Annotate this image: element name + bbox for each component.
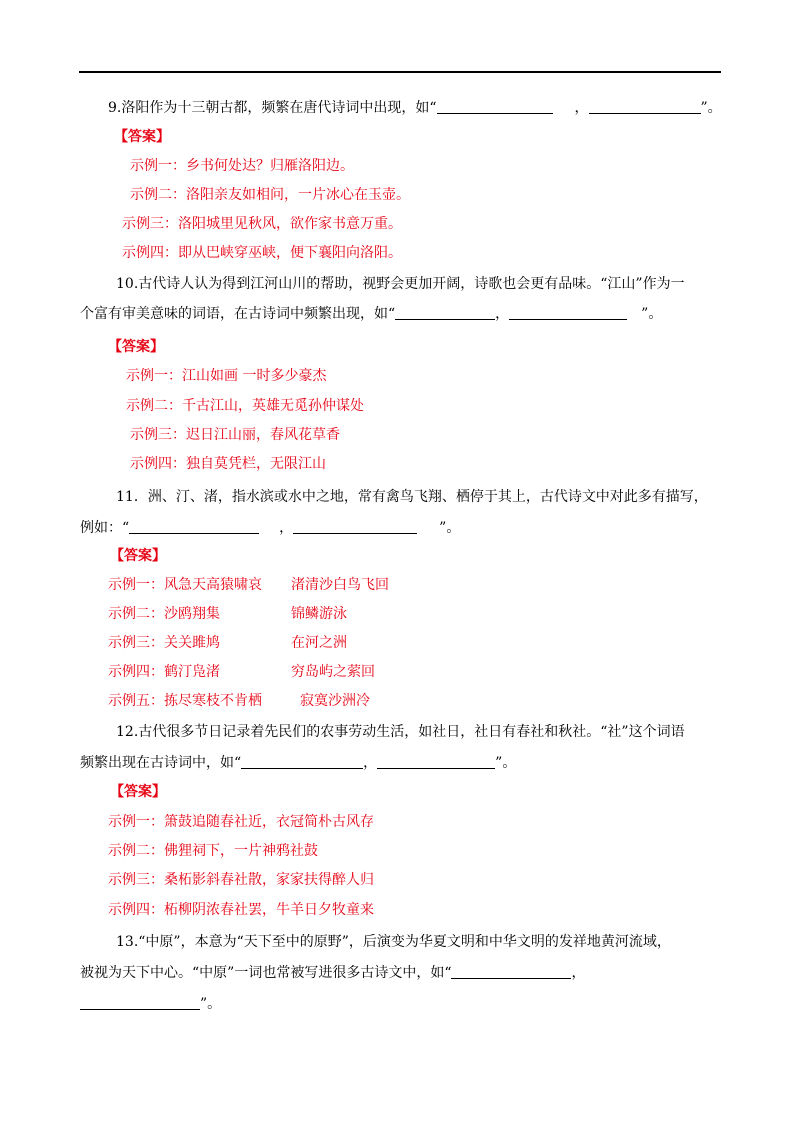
answer-label: 【答案】 [110,548,166,564]
question-11-line-2: 例如：“ ， ”。 [80,520,461,536]
answer-example: 示例四：独自莫凭栏，无限江山 [130,456,326,472]
answer-example: 示例二：千古江山，英雄无觅孙仲谋处 [126,398,364,414]
answer-example: 示例三：洛阳城里见秋风，欲作家书意万重。 [122,216,402,232]
question-9: 9.洛阳作为十三朝古都，频繁在唐代诗词中出现，如“ ， ”。 [108,100,722,116]
question-12-line-2: 频繁出现在古诗词中，如“ ， ”。 [80,755,517,771]
question-13-line-2: 被视为天下中心。“中原”一词也常被写进很多古诗文中，如“ ， [80,965,586,981]
header-rule [79,71,721,73]
blank-field[interactable] [451,964,571,979]
answer-example: 示例四：鹤汀凫渚 穷岛屿之萦回 [108,664,375,680]
answer-example: 示例三：关关雎鸠 在河之洲 [108,635,347,651]
answer-example: 示例一：江山如画 一时多少豪杰 [126,368,327,384]
answer-example: 示例二：洛阳亲友如相问，一片冰心在玉壶。 [130,187,410,203]
answer-example: 示例一：乡书何处达？归雁洛阳边。 [130,158,354,174]
answer-label: 【答案】 [114,129,170,145]
question-13-line-1: 13.“中原”，本意为“天下至中的原野”，后演变为华夏文明和中华文明的发祥地黄河流域， [116,934,671,950]
question-12-line-1: 12.古代很多节日记录着先民们的农事劳动生活，如社日，社日有春社和秋社。“社”这个词语 [116,724,685,740]
blank-field[interactable] [395,305,495,320]
blank-field[interactable] [241,754,363,769]
question-10-line-2: 个富有审美意味的词语，在古诗词中频繁出现，如“ ， ”。 [80,306,663,322]
blank-field[interactable] [293,519,417,534]
answer-label: 【答案】 [110,784,166,800]
blank-field[interactable] [589,99,701,114]
answer-example: 示例一：风急天高猿啸哀 渚清沙白鸟飞回 [108,577,389,593]
answer-example: 示例四：柘柳阴浓春社罢，牛羊日夕牧童来 [108,902,374,918]
answer-example: 示例四：即从巴峡穿巫峡，便下襄阳向洛阳。 [122,245,402,261]
question-13-line-3: ”。 [80,994,221,1014]
answer-example: 示例三：桑柘影斜春社散，家家扶得醉人归 [108,872,374,888]
blank-field[interactable] [509,305,627,320]
question-9-text: 9.洛阳作为十三朝古都，频繁在唐代诗词中出现，如“ [108,100,437,116]
answer-example: 示例五：拣尽寒枝不肯栖 寂寞沙洲冷 [108,693,370,709]
answer-label: 【答案】 [108,339,164,355]
blank-field[interactable] [437,99,553,114]
answer-example: 示例二：佛狸祠下，一片神鸦社鼓 [108,843,318,859]
blank-field[interactable] [377,754,495,769]
blank-field[interactable] [129,519,259,534]
answer-example: 示例二：沙鸥翔集 锦鳞游泳 [108,606,347,622]
question-11-line-1: 11．洲、汀、渚，指水滨或水中之地，常有禽鸟飞翔、栖停于其上，古代诗文中对此多有描写， [116,489,708,505]
question-10-line-1: 10.古代诗人认为得到江河山川的帮助，视野会更加开阔，诗歌也会更有品味。“江山”作为一 [116,276,685,292]
blank-field[interactable] [80,995,200,1010]
answer-example: 示例三：迟日江山丽，春风花草香 [130,427,340,443]
answer-example: 示例一：箫鼓追随春社近，衣冠简朴古风存 [108,814,374,830]
